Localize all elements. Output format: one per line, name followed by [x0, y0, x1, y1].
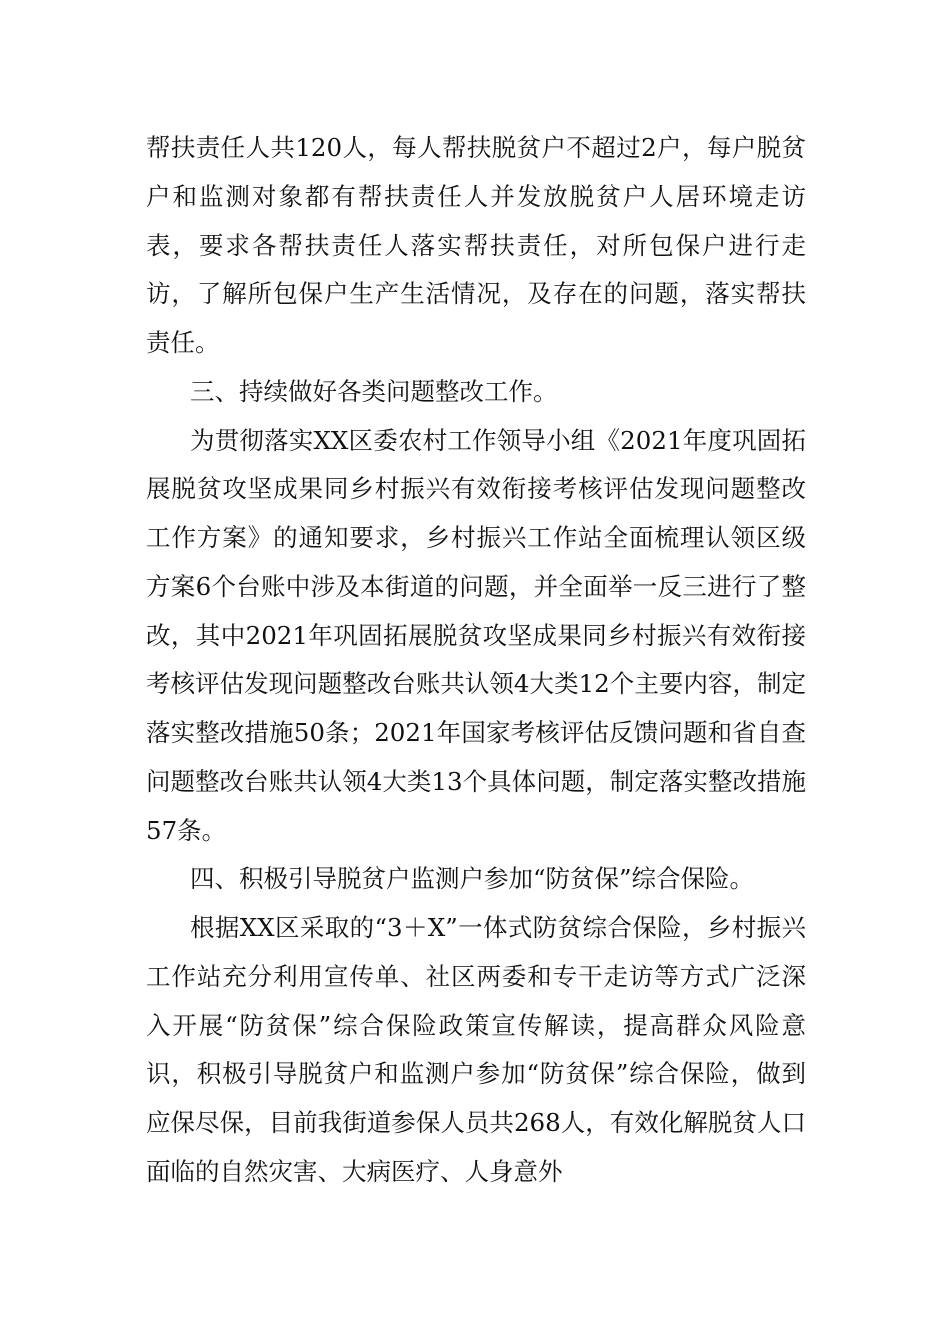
paragraph-rectification: 为贯彻落实XX区委农村工作领导小组《2021年度巩固拓展脱贫攻坚成果同乡村振兴有效衔接考核评估发现问题整改工作方案》的通知要求，乡村振兴工作站全面梳理认领区级方案6个台账中涉及本街道的问题，并全面举一反三进行了整改，其中2021年巩固拓展脱贫攻坚成果同乡村振兴有效衔接考核评估发现问题整改台账共认领4大类12个主要内容，制定落实整改措施50条；2021年国家考核评估反馈问题和省自查问题整改台账共认领4大类13个具体问题，制定落实整改措施57条。 — [146, 425, 806, 845]
paragraph-continued: 帮扶责任人共120人，每人帮扶脱贫户不超过2户，每户脱贫户和监测对象都有帮扶责任人并发放脱贫户人居环境走访表，要求各帮扶责任人落实帮扶责任，对所包保户进行走访，了解所包保户生产生活情况，及存在的问题，落实帮扶责任。 — [146, 133, 806, 357]
document-body — [146, 124, 806, 1197]
section-heading-4: 四、积极引导脱贫户监测户参加“防贫保”综合保险。 — [190, 864, 755, 894]
section-heading-3: 三、持续做好各类问题整改工作。 — [190, 376, 558, 406]
paragraph-insurance: 根据XX区采取的“3＋X”一体式防贫综合保险，乡村振兴工作站充分利用宣传单、社区两委和专干走访等方式广泛深入开展“防贫保”综合保险政策宣传解读，提高群众风险意识，积极引导脱贫户和监测户参加“防贫保”综合保险，做到应保尽保，目前我街道参保人员共268人，有效化解脱贫人口面临的自然灾害、大病医疗、人身意外 — [146, 913, 806, 1186]
